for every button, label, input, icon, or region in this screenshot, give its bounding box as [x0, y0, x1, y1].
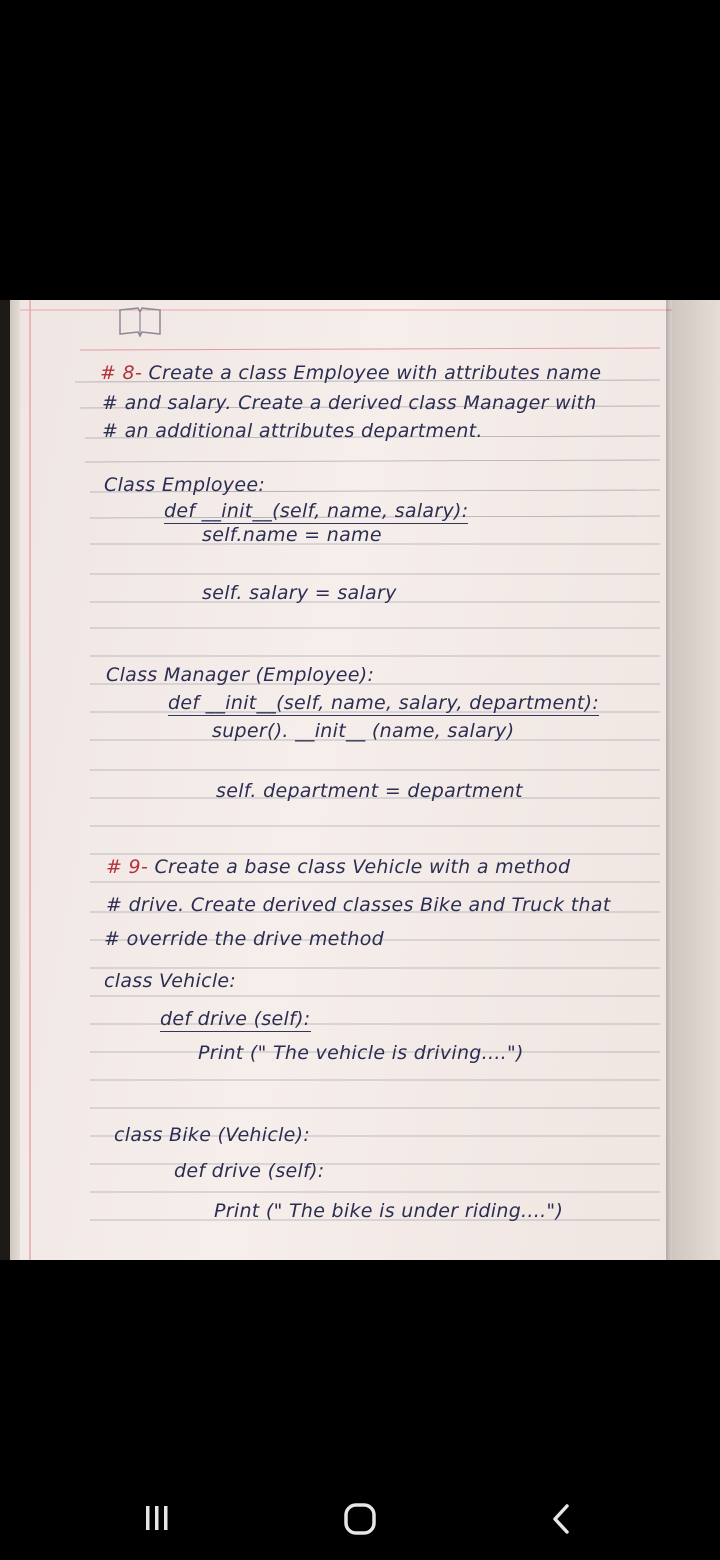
system-nav-bar [0, 1470, 720, 1560]
q8-line-2 [102, 392, 597, 414]
code-line: class Bike (Vehicle): [114, 1124, 311, 1146]
q9-line-2-text: drive. Create derived classes Bike and Truck that [122, 894, 611, 916]
q9-line-3-hash: # [104, 928, 121, 950]
code-line: self. department = department [216, 780, 523, 802]
home-icon[interactable] [340, 1500, 380, 1540]
q8-line-1-text: Create a class Employee with attributes name [142, 362, 602, 384]
q9-line-1 [106, 856, 570, 878]
code-line: def __init__(self, name, salary): [164, 500, 469, 522]
q8-line-2-hash: # [102, 392, 119, 414]
code-line: def drive (self): [160, 1008, 311, 1030]
code-line: def drive (self): [174, 1160, 325, 1182]
q8-line-3-hash: # [102, 420, 119, 442]
code-line: Print (" The vehicle is driving....") [198, 1042, 524, 1064]
code-line: self.name = name [202, 524, 382, 546]
q8-line-3-text: an additional attributes department. [118, 420, 483, 442]
q9-line-2-hash: # [106, 894, 123, 916]
recent-apps-icon[interactable] [138, 1500, 178, 1540]
back-icon[interactable] [542, 1500, 582, 1540]
q9-line-1-text: Create a base class Vehicle with a method [148, 856, 571, 878]
q8-line-3 [102, 420, 483, 442]
code-line: Class Manager (Employee): [106, 664, 375, 686]
notebook-photo [0, 300, 720, 1260]
code-line: super(). __init__ (name, salary) [212, 720, 515, 742]
page-edge-right [672, 300, 720, 1260]
q9-line-3-text: override the drive method [120, 928, 385, 950]
q9-line-3 [104, 928, 384, 950]
book-icon [116, 304, 164, 340]
notebook-page [20, 300, 672, 1260]
q9-line-2 [106, 894, 611, 916]
code-line: self. salary = salary [202, 582, 397, 604]
q8-number: # 8- [100, 362, 143, 384]
code-line: Print (" The bike is under riding....") [214, 1200, 564, 1222]
code-line: Class Employee: [104, 474, 266, 496]
q8-line-2-text: and salary. Create a derived class Manager with [118, 392, 597, 414]
code-line: class Vehicle: [104, 970, 237, 992]
q9-number: # 9- [106, 856, 149, 878]
q8-line-1 [100, 362, 601, 384]
code-line: def __init__(self, name, salary, department): [168, 692, 600, 714]
